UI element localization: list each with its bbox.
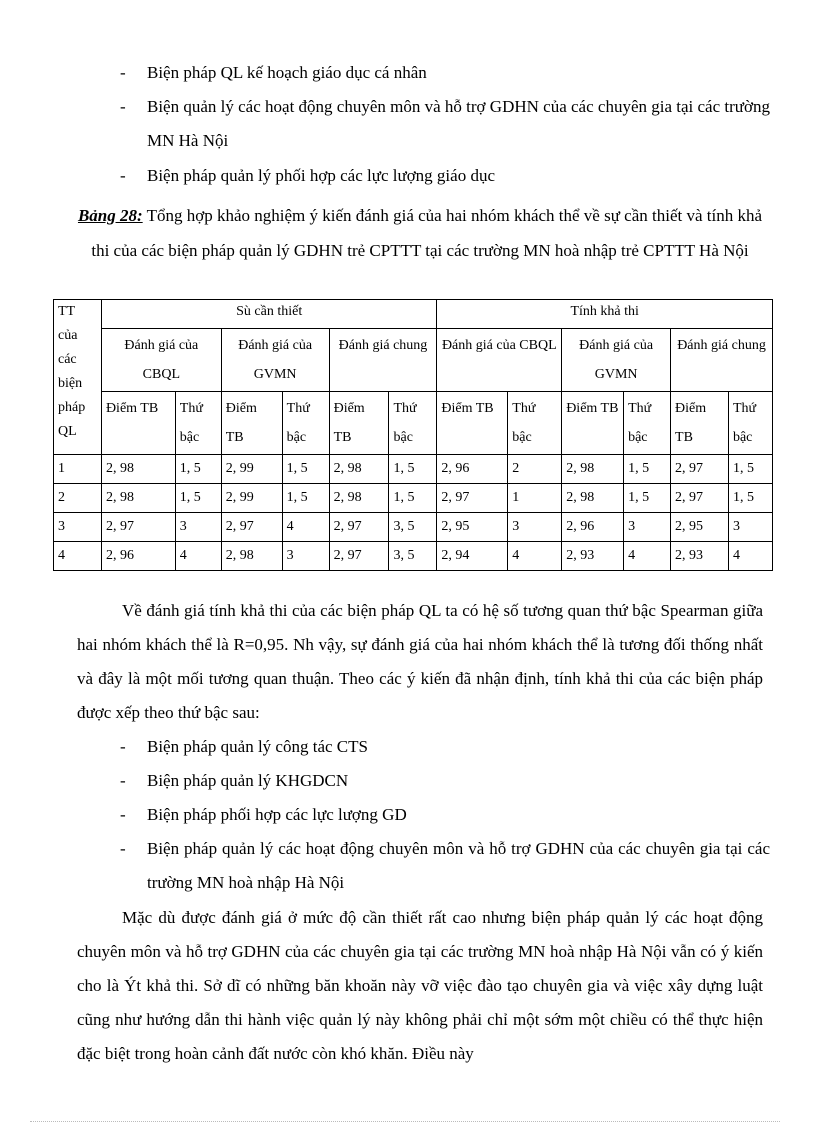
table-cell: 2, 98 bbox=[329, 455, 389, 484]
table-cell: 4 bbox=[175, 542, 221, 571]
table-cell: 2, 93 bbox=[562, 542, 624, 571]
header-diem: Điểm TB bbox=[671, 392, 729, 455]
table-cell: 2, 97 bbox=[329, 542, 389, 571]
bullet-item bbox=[120, 832, 770, 900]
table-cell: 3, 5 bbox=[389, 513, 437, 542]
page-bottom-border bbox=[30, 1121, 780, 1122]
bullet-text: Biện pháp QL kế hoạch giáo dục cá nhân bbox=[147, 63, 427, 82]
bullet-dash: - bbox=[120, 97, 126, 116]
paragraph-text: Về đánh giá tính khả thi của các biện pháp QL ta có hệ số tương quan thứ bậc Spearman giữa hai nhóm khách thể là R=0,95. Nh vậy, sự đánh giá của hai nhóm khách thể là tương đối thống nhất và đây là một mối tương quan thuận. Theo các ý kiến đã nhận định, tính khả thi của các biện pháp được xếp theo thứ bậc sau: bbox=[77, 601, 763, 722]
bullet-item bbox=[120, 159, 770, 193]
bullet-text: Biện pháp quản lý KHGDCN bbox=[147, 771, 349, 790]
bullet-dash: - bbox=[120, 737, 126, 756]
caption-label: Bảng 28: bbox=[77, 206, 143, 225]
bullet-item bbox=[120, 730, 770, 764]
bullet-dash: - bbox=[120, 166, 126, 185]
bullet-text: Biện quản lý các hoạt động chuyên môn và hỗ trợ GDHN của các chuyên gia tại các trường MN Hà Nội bbox=[147, 97, 770, 150]
table-cell: 2, 99 bbox=[221, 484, 282, 513]
header-tt: TT của các biện pháp QL bbox=[54, 300, 102, 455]
paragraph bbox=[77, 901, 763, 1071]
header-thubac: Thứ bậc bbox=[389, 392, 437, 455]
header-diem: Điểm TB bbox=[329, 392, 389, 455]
table-cell: 1, 5 bbox=[389, 455, 437, 484]
header-thubac: Thứ bậc bbox=[175, 392, 221, 455]
table-cell: 2 bbox=[54, 484, 102, 513]
header-necessity: Sù cần thiết bbox=[101, 300, 436, 329]
table-cell: 2, 98 bbox=[101, 484, 175, 513]
table-cell: 1, 5 bbox=[389, 484, 437, 513]
bullet-item bbox=[120, 56, 770, 90]
table-cell: 1, 5 bbox=[282, 484, 329, 513]
table-row bbox=[54, 484, 773, 513]
paragraph-text: Mặc dù được đánh giá ở mức độ cần thiết rất cao nhưng biện pháp quản lý các hoạt động chuyên môn và hỗ trợ GDHN của các chuyên gia tại các trường MN hoà nhập Hà Nội vẫn có ý kiến cho là Ýt khả thi. Sở dĩ có những băn khoăn này vỡ việc đào tạo chuyên gia và việc xây dựng luật cũng như hướng dẫn thi hành việc quản lý này không phải chỉ một sớm một chiều có thể thực hiện đặc biệt trong hoàn cảnh đất nước còn khó khăn. Điều này bbox=[77, 908, 763, 1063]
table-cell: 2, 99 bbox=[221, 455, 282, 484]
bullet-item bbox=[120, 90, 770, 158]
table-cell: 2, 97 bbox=[437, 484, 508, 513]
table-cell: 2, 95 bbox=[671, 513, 729, 542]
table-cell: 2, 98 bbox=[101, 455, 175, 484]
bullet-text: Biện pháp quản lý phối hợp các lực lượng giáo dục bbox=[147, 166, 495, 185]
table-row bbox=[54, 455, 773, 484]
header-diem: Điểm TB bbox=[562, 392, 624, 455]
bullet-text: Biện pháp quản lý công tác CTS bbox=[147, 737, 368, 756]
table-cell: 2, 97 bbox=[329, 513, 389, 542]
table-cell: 4 bbox=[282, 513, 329, 542]
table-cell: 2, 93 bbox=[671, 542, 729, 571]
table-cell: 2, 98 bbox=[221, 542, 282, 571]
table-row bbox=[54, 542, 773, 571]
table-cell: 1, 5 bbox=[282, 455, 329, 484]
table-cell: 2, 95 bbox=[437, 513, 508, 542]
table-cell: 2, 97 bbox=[221, 513, 282, 542]
table-cell: 1, 5 bbox=[175, 484, 221, 513]
table-cell: 1 bbox=[54, 455, 102, 484]
caption-text: Tổng hợp khảo nghiệm ý kiến đánh giá của hai nhóm khách thể về sự cần thiết và tính khả thi của các biện pháp quản lý GDHN trẻ CPTTT tại các trường MN hoà nhập trẻ CPTTT Hà Nội bbox=[91, 206, 763, 260]
table-cell: 1, 5 bbox=[624, 455, 671, 484]
header-thubac: Thứ bậc bbox=[728, 392, 772, 455]
header-thubac: Thứ bậc bbox=[508, 392, 562, 455]
header-gvmn: Đánh giá của GVMN bbox=[562, 329, 671, 392]
table-cell: 2, 96 bbox=[562, 513, 624, 542]
table-cell: 4 bbox=[624, 542, 671, 571]
table-cell: 2, 97 bbox=[671, 455, 729, 484]
survey-table bbox=[53, 299, 773, 571]
table-cell: 3, 5 bbox=[389, 542, 437, 571]
table-cell: 1, 5 bbox=[728, 484, 772, 513]
table-cell: 1 bbox=[508, 484, 562, 513]
bullet-text: Biện pháp phối hợp các lực lượng GD bbox=[147, 805, 407, 824]
table-cell: 2, 96 bbox=[101, 542, 175, 571]
header-feasibility: Tính khả thi bbox=[437, 300, 773, 329]
header-gvmn: Đánh giá của GVMN bbox=[221, 329, 329, 392]
paragraph bbox=[77, 594, 763, 730]
table-cell: 2, 96 bbox=[437, 455, 508, 484]
table-cell: 3 bbox=[624, 513, 671, 542]
table-cell: 2 bbox=[508, 455, 562, 484]
table-cell: 1, 5 bbox=[728, 455, 772, 484]
bullet-item bbox=[120, 798, 770, 832]
table-cell: 2, 97 bbox=[671, 484, 729, 513]
bullet-dash: - bbox=[120, 839, 126, 858]
header-cbql: Đánh giá của CBQL bbox=[101, 329, 221, 392]
table-cell: 3 bbox=[282, 542, 329, 571]
table-cell: 2, 98 bbox=[562, 484, 624, 513]
header-diem: Điểm TB bbox=[101, 392, 175, 455]
table-row bbox=[54, 513, 773, 542]
table-cell: 3 bbox=[175, 513, 221, 542]
table-cell: 2, 94 bbox=[437, 542, 508, 571]
header-diem: Điểm TB bbox=[221, 392, 282, 455]
bullet-item bbox=[120, 764, 770, 798]
table-cell: 3 bbox=[728, 513, 772, 542]
bullet-dash: - bbox=[120, 805, 126, 824]
table-cell: 2, 98 bbox=[329, 484, 389, 513]
header-diem: Điểm TB bbox=[437, 392, 508, 455]
header-chung: Đánh giá chung bbox=[671, 329, 773, 392]
table-cell: 2, 98 bbox=[562, 455, 624, 484]
table-cell: 4 bbox=[508, 542, 562, 571]
bullet-text: Biện pháp quản lý các hoạt động chuyên môn và hỗ trợ GDHN của các chuyên gia tại các trường MN hoà nhập Hà Nội bbox=[147, 839, 770, 892]
table-cell: 4 bbox=[728, 542, 772, 571]
header-thubac: Thứ bậc bbox=[624, 392, 671, 455]
header-thubac: Thứ bậc bbox=[282, 392, 329, 455]
table-cell: 3 bbox=[54, 513, 102, 542]
table-cell: 1, 5 bbox=[175, 455, 221, 484]
header-cbql: Đánh giá của CBQL bbox=[437, 329, 562, 392]
table-cell: 3 bbox=[508, 513, 562, 542]
table-cell: 4 bbox=[54, 542, 102, 571]
table-cell: 1, 5 bbox=[624, 484, 671, 513]
table-caption bbox=[75, 198, 765, 268]
table-cell: 2, 97 bbox=[101, 513, 175, 542]
bullet-dash: - bbox=[120, 63, 126, 82]
bullet-dash: - bbox=[120, 771, 126, 790]
header-chung: Đánh giá chung bbox=[329, 329, 437, 392]
